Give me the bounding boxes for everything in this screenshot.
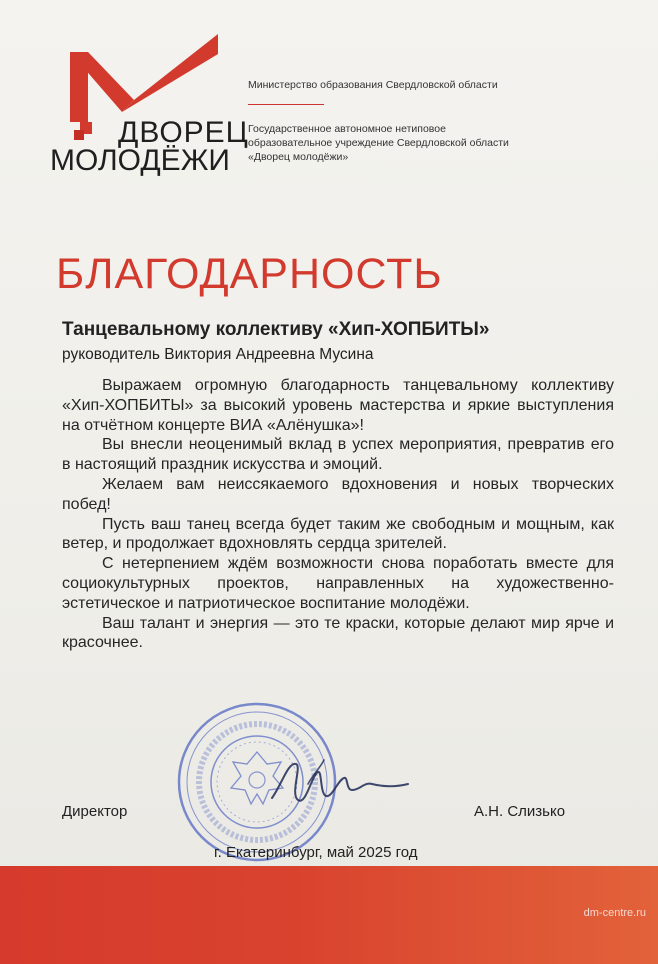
body-paragraph: Выражаем огромную благодарность танцевальному коллективу «Хип-ХОПБИТЫ» за высокий уровень мастерства и яркие выступления на отчётном концерте ВИА «Алёнушка»! bbox=[62, 377, 614, 434]
ministry-name: Министерство образования Свердловской области bbox=[248, 79, 498, 91]
signatory-name: А.Н. Слизько bbox=[474, 803, 566, 820]
place-date: г. Екатеринбург, май 2025 год bbox=[214, 844, 418, 861]
recipient-leader: руководитель Виктория Андреевна Мусина bbox=[62, 346, 374, 363]
body-paragraph: Ваш талант и энергия — это те краски, которые делают мир ярче и красочнее. bbox=[62, 614, 614, 652]
body-paragraph: Пусть ваш танец всегда будет таким же свободным и мощным, как ветер, и продолжает вдохновлять сердца зрителей. bbox=[62, 515, 614, 553]
recipient-name: Танцевальному коллективу «Хип-ХОПБИТЫ» bbox=[62, 319, 490, 340]
institution-line: «Дворец молодёжи» bbox=[248, 151, 349, 163]
header-divider bbox=[248, 104, 324, 105]
signature-icon bbox=[268, 754, 418, 810]
institution-line: Государственное автономное нетиповое bbox=[248, 123, 446, 135]
body-paragraph: Желаем вам неиссякаемого вдохновения и новых творческих побед! bbox=[62, 475, 614, 513]
logo-text-line1: ДВОРЕЦ bbox=[118, 116, 249, 149]
logo-text-line2: МОЛОДЁЖИ bbox=[50, 144, 230, 177]
footer-website: dm-centre.ru bbox=[583, 907, 646, 919]
body-paragraph: Вы внесли неоценимый вклад в успех мероприятия, превратив его в настоящий праздник искусства и эмоций. bbox=[62, 436, 614, 474]
body-paragraph: С нетерпением ждём возможности снова поработать вместе для социокультурных проектов, направленных на художественно-эстетическое и патриотическое воспитание молодёжи. bbox=[62, 555, 614, 612]
letter-body bbox=[62, 376, 614, 653]
document-title: БЛАГОДАРНОСТЬ bbox=[56, 250, 443, 298]
institution-name bbox=[248, 122, 568, 164]
footer-band bbox=[0, 866, 658, 964]
institution-line: образовательное учреждение Свердловской области bbox=[248, 137, 509, 149]
signatory-role: Директор bbox=[62, 803, 128, 820]
